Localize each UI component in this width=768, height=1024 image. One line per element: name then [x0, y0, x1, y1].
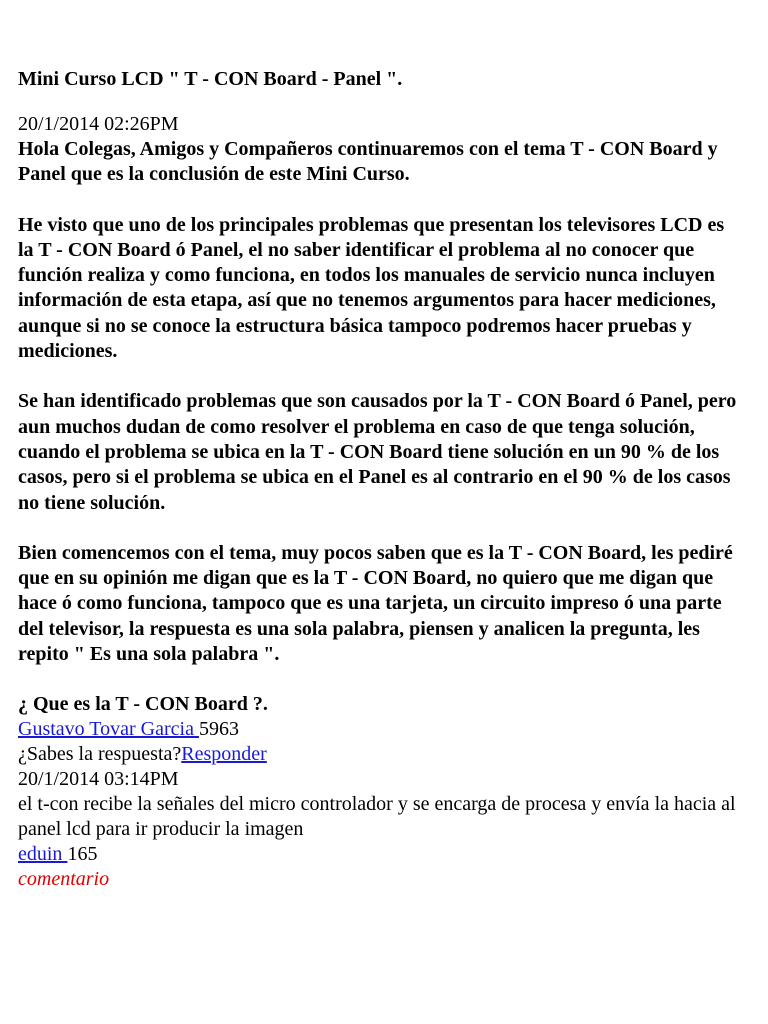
post-timestamp: 20/1/2014 02:26PM: [18, 113, 179, 135]
post-author-points: 5963: [198, 718, 239, 741]
post-container: [18, 66, 738, 892]
post-author-link[interactable]: Gustavo Tovar Garcia: [18, 718, 199, 741]
reply-text: el t-con recibe la señales del micro controlador y se encarga de procesa y envía la hacia al panel lcd para ir producir la imagen: [18, 793, 736, 841]
post-paragraph-4: Bien comencemos con el tema, muy pocos saben que es la T - CON Board, les pediré que en su opinión me digan que es la T - CON Board, no quiero que me digan que hace ó como funciona, tampoco que es una tarjeta, un circuito impreso ó una parte del televisor, la respuesta es una sola palabra, piensen y analicen la pregunta, les repito " Es una sola palabra ".: [18, 541, 733, 666]
reply-author-line: [18, 842, 738, 867]
reply-timestamp: 20/1/2014 03:14PM: [18, 768, 179, 791]
answer-prompt-line: [18, 742, 738, 767]
post-title: Mini Curso LCD " T - CON Board - Panel ".: [18, 68, 403, 90]
post-paragraph-1: Hola Colegas, Amigos y Compañeros continuaremos con el tema T - CON Board y Panel que es la conclusión de este Mini Curso.: [18, 138, 718, 186]
reply-author-points: 165: [67, 843, 98, 866]
comment-link[interactable]: comentario: [18, 868, 110, 891]
reply-link[interactable]: Responder: [181, 743, 267, 766]
reply-author-link[interactable]: eduin: [18, 843, 68, 866]
answer-prompt: ¿Sabes la respuesta?: [18, 743, 182, 766]
post-question: ¿ Que es la T - CON Board ?.: [18, 693, 268, 716]
post-author-line: [18, 717, 738, 742]
post-paragraph-3: Se han identificado problemas que son causados por la T - CON Board ó Panel, pero aun muchos dudan de como resolver el problema en caso de que tenga solución, cuando el problema se ubica en la T - CON Board tiene solución en un 90 % de los casos, pero si el problema se ubica en el Panel es al contrario en el 90 % de los casos no tiene solución.: [18, 390, 737, 514]
post-paragraph-2: He visto que uno de los principales problemas que presentan los televisores LCD es la T - CON Board ó Panel, el no saber identificar el problema al no conocer que función realiza y como funciona, en todos los manuales de servicio nunca incluyen información de esta etapa, así que no tenemos argumentos para hacer mediciones, aunque si no se conoce la estructura básica tampoco podremos hacer pruebas y mediciones.: [18, 213, 725, 363]
